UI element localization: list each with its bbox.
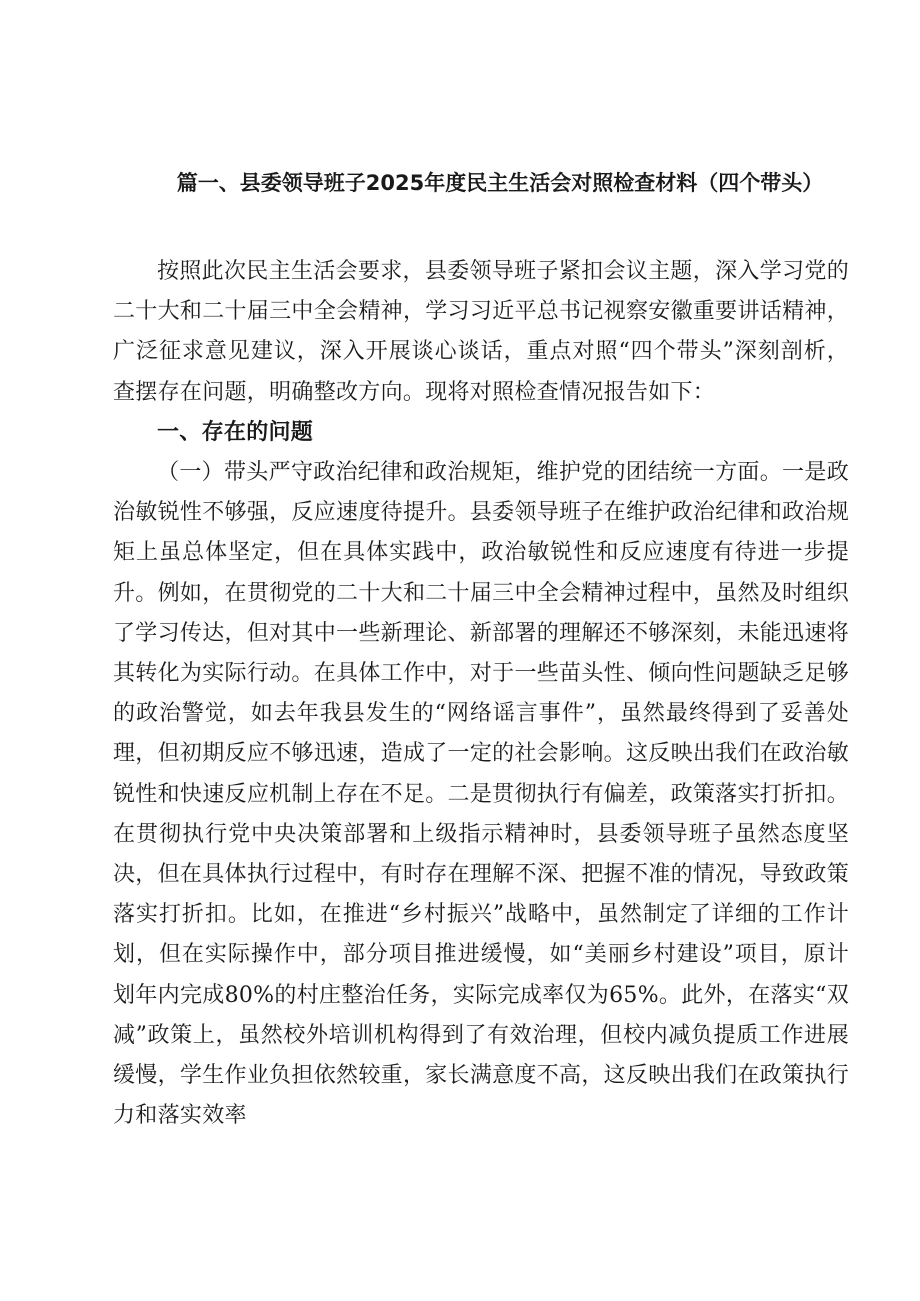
document-body [113, 252, 849, 1136]
section-heading-problems: 一、存在的问题 [157, 419, 314, 445]
intro-paragraph: 按照此次民主生活会要求，县委领导班子紧扣会议主题，深入学习党的二十大和二十届三中全会精神，学习习近平总书记视察安徽重要讲话精神，广泛征求意见建议，深入开展谈心谈话，重点对照“四个带头”深刻剖析，查摆存在问题，明确整改方向。现将对照检查情况报告如下： [113, 259, 849, 405]
document-title: 篇一、县委领导班子2025年度民主生活会对照检查材料（四个带头） [176, 171, 824, 195]
section-1-paragraph: （一）带头严守政治纪律和政治规矩，维护党的团结统一方面。一是政治敏锐性不够强，反应速度待提升。县委领导班子在维护政治纪律和政治规矩上虽总体坚定，但在具体实践中，政治敏锐性和反应速度有待进一步提升。例如，在贯彻党的二十大和二十届三中全会精神过程中，虽然及时组织了学习传达，但对其中一些新理论、新部署的理解还不够深刻，未能迅速将其转化为实际行动。在具体工作中，对于一些苗头性、倾向性问题缺乏足够的政治警觉，如去年我县发生的“网络谣言事件”，虽然最终得到了妥善处理，但初期反应不够迅速，造成了一定的社会影响。这反映出我们在政治敏锐性和快速反应机制上存在不足。二是贯彻执行有偏差，政策落实打折扣。在贯彻执行党中央决策部署和上级指示精神时，县委领导班子虽然态度坚决，但在具体执行过程中，有时存在理解不深、把握不准的情况，导致政策落实打折扣。比如，在推进“乡村振兴”战略中，虽然制定了详细的工作计划，但在实际操作中，部分项目推进缓慢，如“美丽乡村建设”项目，原计划年内完成80%的村庄整治任务，实际完成率仅为65%。此外，在落实“双减”政策上，虽然校外培训机构得到了有效治理，但校内减负提质工作进展缓慢，学生作业负担依然较重，家长满意度不高，这反映出我们在政策执行力和落实效率 [113, 460, 849, 1129]
